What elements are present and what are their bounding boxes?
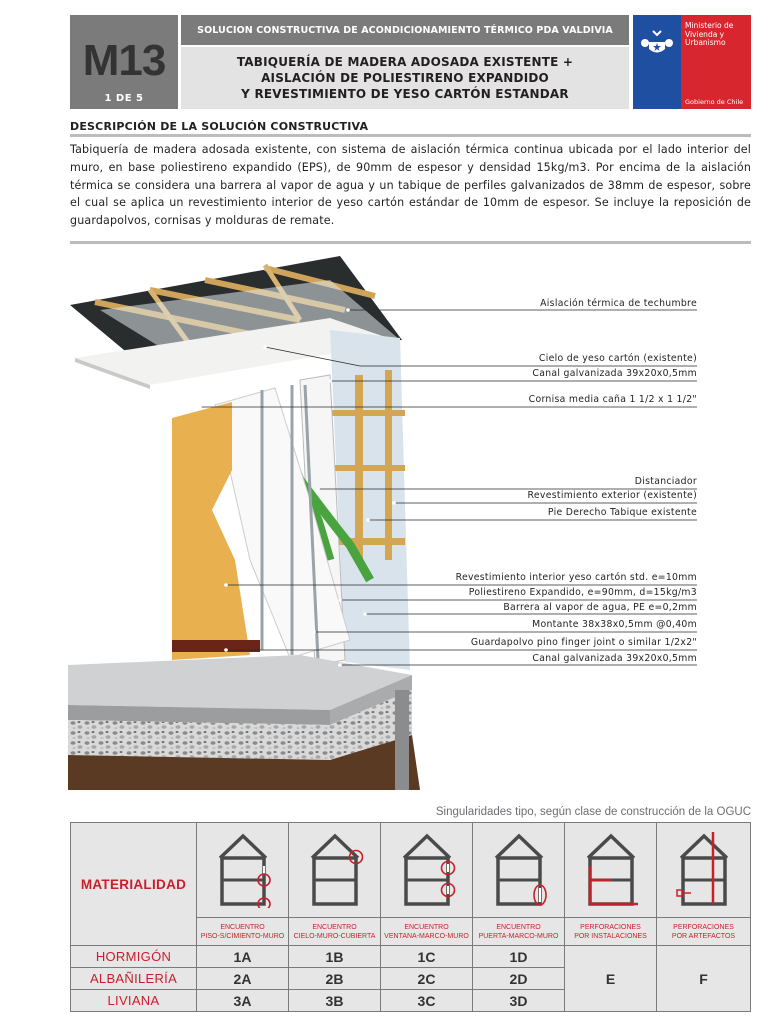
singularity-code: F [657, 946, 751, 1012]
singularity-code: 2A [197, 968, 289, 990]
house-ceiling-wall-roof-icon [289, 823, 381, 918]
singularity-code: 3C [381, 990, 473, 1012]
coat-of-arms-icon [641, 29, 673, 59]
singularity-code: 1C [381, 946, 473, 968]
callout-label: Barrera al vapor de agua, PE e=0,2mm [503, 602, 697, 613]
divider [70, 134, 751, 137]
house-appliances-icon [657, 823, 751, 918]
column-caption: ENCUENTRO PISO-S/CIMIENTO-MURO [197, 918, 289, 946]
singularity-code: 2C [381, 968, 473, 990]
singularity-code: 1A [197, 946, 289, 968]
callout-label: Montante 38x38x0,5mm @0,40m [532, 619, 697, 630]
title-line: Y REVESTIMIENTO DE YESO CARTÓN ESTANDAR [241, 87, 569, 101]
singularity-code: E [565, 946, 657, 1012]
row-label: HORMIGÓN [71, 946, 197, 968]
table-title: Singularidades tipo, según clase de construcción de la OGUC [435, 806, 751, 818]
callout-label: Canal galvanizada 39x20x0,5mm [532, 653, 697, 664]
callout-label: Pie Derecho Tabique existente [547, 507, 697, 518]
solution-code-box [70, 15, 178, 109]
solution-code: M13 [82, 36, 166, 85]
row-label: LIVIANA [71, 990, 197, 1012]
row-label: ALBAÑILERÍA [71, 968, 197, 990]
singularity-code: 2D [473, 968, 565, 990]
column-caption: PERFORACIONES POR ARTEFACTOS [657, 918, 751, 946]
callout-label: Guardapolvo pino finger joint o similar 1/2x2" [470, 637, 697, 648]
divider [70, 241, 751, 244]
column-caption: PERFORACIONES POR INSTALACIONES [565, 918, 657, 946]
callout-label: Distanciador [634, 476, 697, 487]
callout-label: Poliestireno Expandido, e=90mm, d=15kg/m3 [468, 587, 697, 598]
singularities-table [70, 822, 751, 1012]
document-title [181, 47, 629, 109]
program-title: SOLUCION CONSTRUCTIVA DE ACONDICIONAMIENTO TÉRMICO PDA VALDIVIA [181, 15, 629, 45]
column-caption: ENCUENTRO VENTANA-MARCO-MURO [381, 918, 473, 946]
callout-label: Cornisa media caña 1 1/2 x 1 1/2" [528, 394, 697, 405]
house-window-frame-wall-icon [381, 823, 473, 918]
ministry-line: Vivienda y [685, 29, 725, 39]
singularity-code: 3B [289, 990, 381, 1012]
callout-label: Revestimiento interior yeso cartón std. e=10mm [455, 572, 697, 583]
column-caption: ENCUENTRO CIELO-MURO-CUBIERTA [289, 918, 381, 946]
singularity-code: 3A [197, 990, 289, 1012]
house-installations-icon [565, 823, 657, 918]
ministry-line: Urbanismo [685, 38, 726, 47]
singularity-code: 1D [473, 946, 565, 968]
house-floor-foundation-wall-icon [197, 823, 289, 918]
government-label: Gobierno de Chile [685, 98, 744, 106]
singularity-code: 3D [473, 990, 565, 1012]
description-text: Tabiquería de madera adosada existente, con sistema de aislación térmica continua ubicada por el lado interior del muro, en base poliestireno expandido (EPS), de 90mm de espesor y densidad 15kg/m3. Por encima de la aislación térmica se considera una barrera al vapor de agua y un tabique de perfiles galvanizados de 38mm de espesor, sobre el cual se aplica un revestimiento interior de yeso cartón estándar de 10mm de espesor. Se incluye la reposición de guardapolvos, cornisas y molduras de remate. [70, 143, 751, 228]
ministry-logo [633, 15, 751, 109]
callout-label: Canal galvanizada 39x20x0,5mm [532, 368, 697, 379]
ministry-line: Ministerio de [685, 21, 734, 30]
title-line: TABIQUERÍA DE MADERA ADOSADA EXISTENTE + [236, 55, 574, 69]
section-title: DESCRIPCIÓN DE LA SOLUCIÓN CONSTRUCTIVA [70, 120, 369, 133]
callout-label: Cielo de yeso cartón (existente) [538, 353, 697, 364]
materialidad-header: MATERIALIDAD [71, 823, 197, 946]
page-indicator: 1 DE 5 [104, 93, 144, 104]
callout-label: Aislación térmica de techumbre [540, 298, 697, 309]
wall-section-illustration [0, 250, 768, 790]
singularity-code: 2B [289, 968, 381, 990]
house-door-frame-wall-icon [473, 823, 565, 918]
title-line: AISLACIÓN DE POLIESTIRENO EXPANDIDO [261, 71, 549, 85]
callout-label: Revestimiento exterior (existente) [527, 490, 697, 501]
singularity-code: 1B [289, 946, 381, 968]
column-caption: ENCUENTRO PUERTA-MARCO-MURO [473, 918, 565, 946]
